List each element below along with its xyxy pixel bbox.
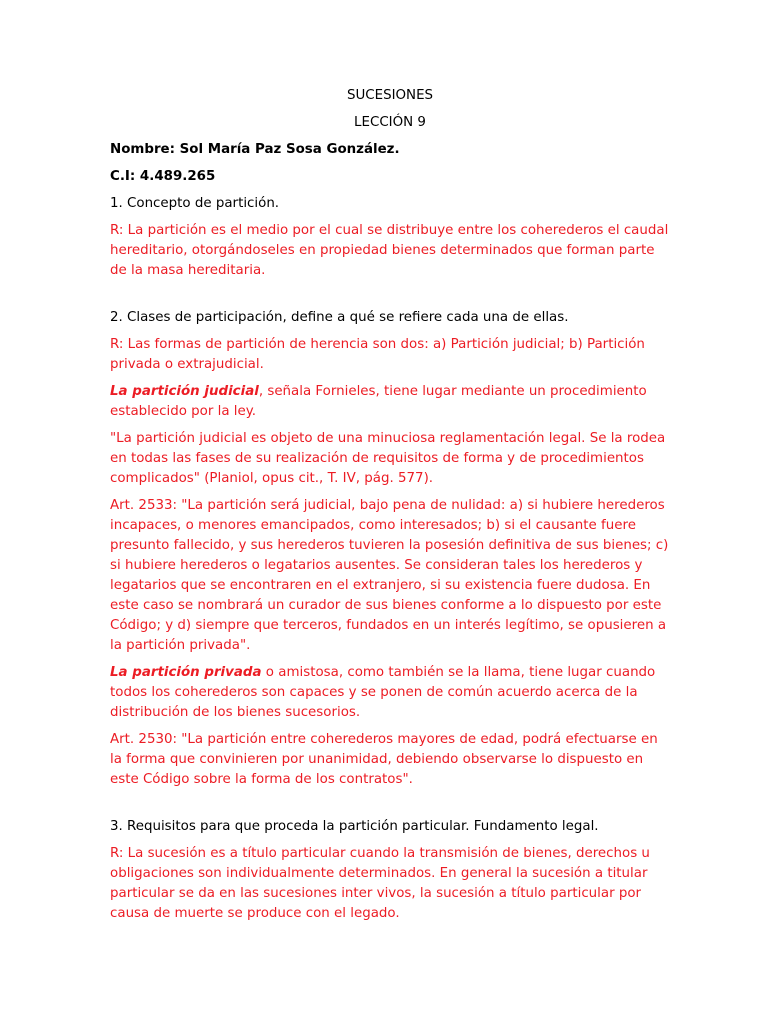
question-3: 3. Requisitos para que proceda la partición particular. Fundamento legal. (110, 819, 599, 834)
answer-1: R: La partición es el medio por el cual se distribuye entre los coherederos el caudal hereditario, otorgándoseles en propiedad bienes determinados que forman parte de la masa hereditaria. (110, 223, 669, 278)
judicial-text: , señala Fornieles, tiene lugar mediante un procedimiento establecido por la ley. (110, 384, 647, 419)
judicial-paragraph (110, 382, 670, 422)
document-title: SUCESIONES (346, 88, 434, 103)
answer-2: R: Las formas de partición de herencia son dos: a) Partición judicial; b) Partición privada o extrajudicial. (110, 337, 645, 372)
paragraph-gap (110, 797, 670, 817)
article-2530: Art. 2530: "La partición entre coherederos mayores de edad, podrá efectuarse en la forma que convinieren por unanimidad, debiendo observarse lo dispuesto en este Código sobre la forma de los contratos". (110, 732, 658, 787)
judicial-term: La partición judicial (110, 384, 259, 399)
student-name: Nombre: Sol María Paz Sosa González. (110, 142, 400, 157)
question-2: 2. Clases de participación, define a qué se refiere cada una de ellas. (110, 310, 569, 325)
lesson-title: LECCIÓN 9 (354, 115, 426, 130)
answer-3: R: La sucesión es a título particular cuando la transmisión de bienes, derechos u obligaciones son individualmente determinados. En general la sucesión a titular particular se da en las sucesiones inter vivos, la sucesión a título particular por causa de muerte se produce con el legado. (110, 846, 650, 921)
paragraph-gap (110, 288, 670, 308)
question-1: 1. Concepto de partición. (110, 196, 280, 211)
article-2533: Art. 2533: "La partición será judicial, bajo pena de nulidad: a) si hubiere herederos incapaces, o menores emancipados, como interesados; b) si el causante fuere presunto fallecido, y sus herederos tuvieren la posesión definitiva de sus bienes; c) si hubiere herederos o legatarios ausentes. Se consideran tales los herederos y legatarios que se encontraren en el extranjero, si su existencia fuere dudosa. En este caso se nombrará un curador de sus bienes conforme a lo dispuesto por este Código; y d) siempre que terceros, fundados en un interés legítimo, se opusieren a la partición privada". (110, 498, 669, 653)
student-ci: C.I: 4.489.265 (110, 169, 216, 184)
planiol-quote: "La partición judicial es objeto de una minuciosa reglamentación legal. Se la rodea en todas las fases de su realización de requisitos de forma y de procedimientos complicados" (Planiol, opus cit., T. IV, pág. 577). (110, 431, 666, 486)
privada-paragraph (110, 663, 670, 723)
privada-term: La partición privada (110, 665, 262, 680)
privada-text: o amistosa, como también se la llama, tiene lugar cuando todos los coherederos son capaces y se ponen de común acuerdo acerca de la distribución de los bienes sucesorios. (110, 665, 656, 720)
